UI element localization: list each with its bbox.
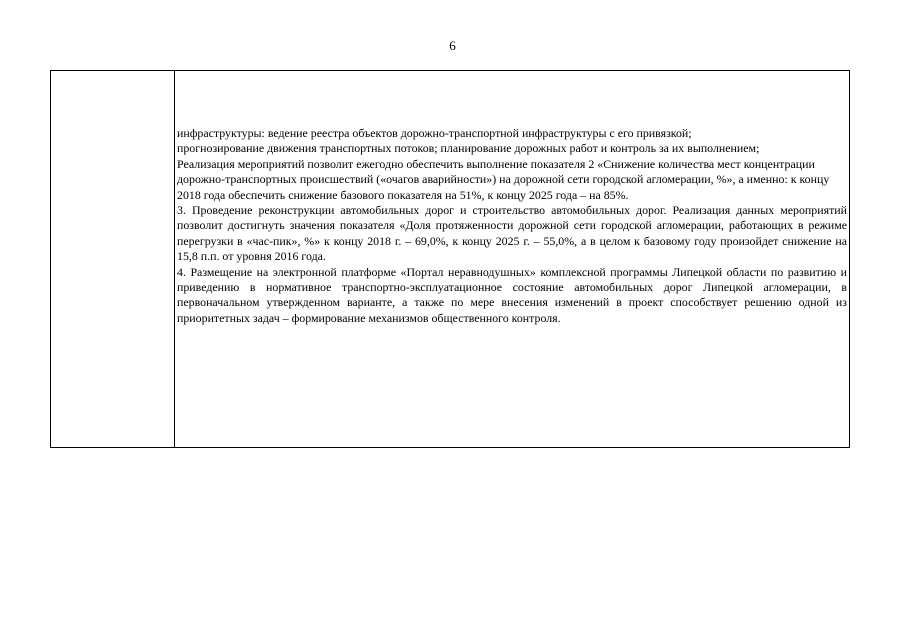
paragraph-item-4: 4. Размещение на электронной платформе «Портал неравнодушных» комплексной программы Липецкой области по развитию и приведению в нормативное транспортно-эксплуатационное состояние автомобильных дорог Липецкой агломерации, в первоначальном утвержденном варианте, а также по мере внесения изменений в проект способствует решению одной из приоритетных задач – формирование механизмов общественного контроля. (177, 264, 847, 325)
paragraph-indicator-2: Реализация мероприятий позволит ежегодно обеспечить выполнение показателя 2 «Снижение количества мест концентрации дорожно-транспортных происшествий («очагов аварийности») на дорожной сети городской агломерации, %», а именно: к концу 2018 года обеспечить снижение базового показателя на 51%, к концу 2025 года – на 85%. (177, 156, 830, 202)
paragraph-forecasting: прогнозирование движения транспортных потоков; планирование дорожных работ и контроль за их выполнением; (177, 141, 760, 156)
paragraph-infrastructure: инфраструктуры: ведение реестра объектов дорожно-транспортной инфраструктуры с его привязкой; (177, 126, 692, 140)
table-right-cell (175, 71, 849, 447)
table-left-cell (51, 71, 175, 447)
document-table (50, 70, 850, 448)
page-number: 6 (449, 38, 456, 53)
paragraph-item-3: 3. Проведение реконструкции автомобильных дорог и строительство автомобильных дорог. Реализация данных мероприятий позволит достигнуть значения показателя «Доля протяженности дорожной сети городской агломерации, работающих в режиме перегрузки в «час-пик», %» к концу 2018 г. – 69,0%, к концу 2025 г. – 55,0%, а в целом к базовому году произойдет снижение на 15,8 п.п. от уровня 2016 года. (177, 203, 847, 264)
